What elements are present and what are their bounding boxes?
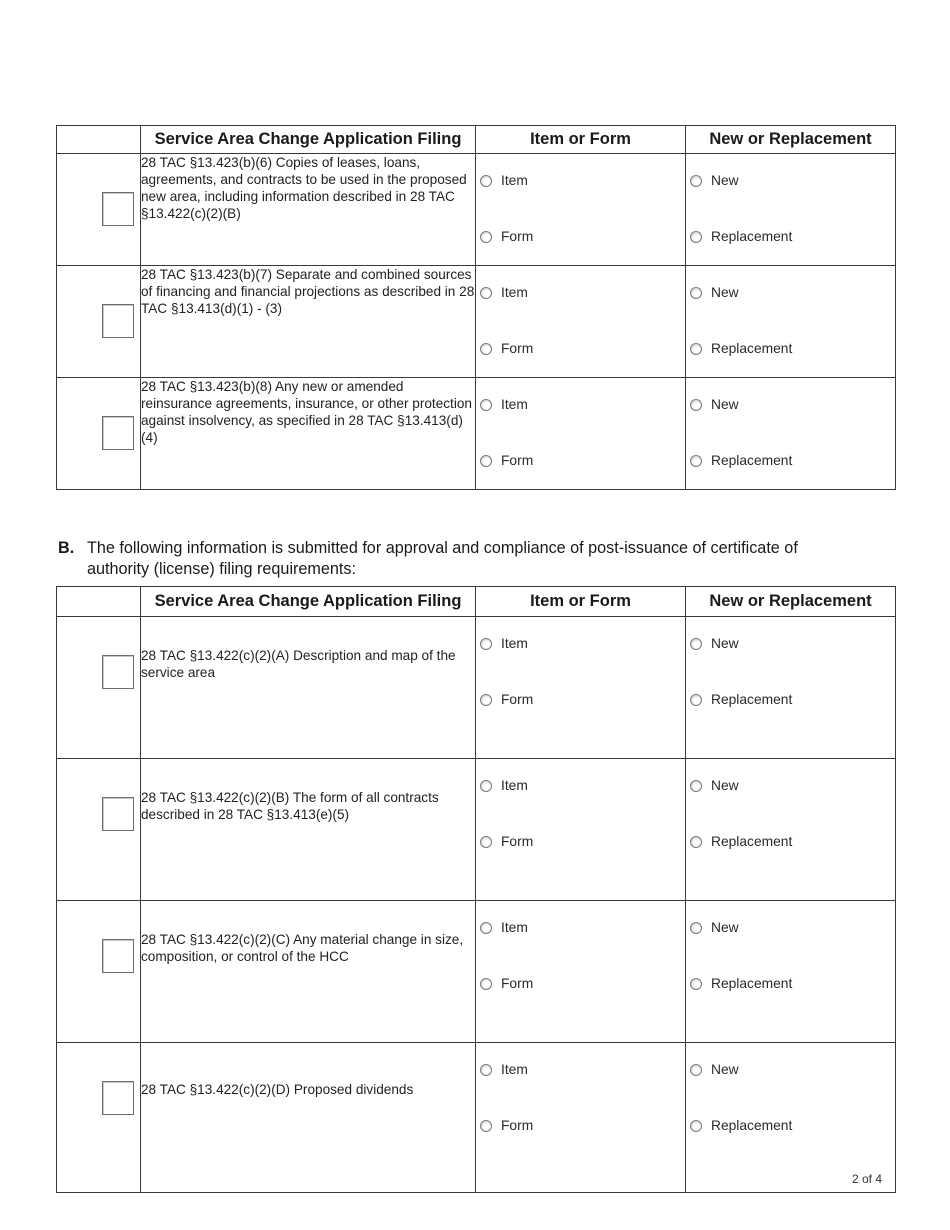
filing-description: 28 TAC §13.422(c)(2)(C) Any material change in size, composition, or control of the HCC (141, 901, 476, 1043)
new-or-replacement-cell (686, 1043, 896, 1193)
replacement-label: Replacement (711, 1118, 793, 1133)
item-option[interactable] (480, 778, 528, 793)
section-b-text-line2: authority (license) filing requirements: (87, 560, 357, 578)
item-option[interactable] (480, 285, 528, 300)
item-or-form-cell (476, 759, 686, 901)
row-checkbox[interactable] (102, 304, 134, 338)
item-radio[interactable] (480, 1064, 492, 1076)
form-label: Form (501, 229, 534, 244)
row-checkbox[interactable] (102, 416, 134, 450)
new-or-replacement-cell (686, 617, 896, 759)
item-or-form-cell (476, 266, 686, 378)
header-blank (57, 126, 141, 154)
new-or-replacement-cell (686, 901, 896, 1043)
section-b-text-line1: The following information is submitted for approval and compliance of post-issuance of certificate of (87, 539, 798, 557)
form-option[interactable] (480, 453, 533, 468)
new-or-replacement-cell (686, 759, 896, 901)
checkbox-cell (57, 759, 141, 901)
filing-table-a (56, 125, 896, 490)
form-radio[interactable] (480, 836, 492, 848)
form-option[interactable] (480, 341, 533, 356)
filing-description: 28 TAC §13.423(b)(6) Copies of leases, loans, agreements, and contracts to be used in the proposed new area, including information described in 28 TAC §13.422(c)(2)(B) (141, 154, 476, 266)
form-radio[interactable] (480, 694, 492, 706)
item-label: Item (501, 285, 528, 300)
filing-description: 28 TAC §13.422(c)(2)(D) Proposed dividends (141, 1043, 476, 1193)
filing-description: 28 TAC §13.422(c)(2)(B) The form of all contracts described in 28 TAC §13.413(e)(5) (141, 759, 476, 901)
new-label: New (711, 173, 739, 188)
item-label: Item (501, 1062, 528, 1077)
form-radio[interactable] (480, 343, 492, 355)
new-option[interactable] (690, 173, 739, 188)
new-radio[interactable] (690, 399, 702, 411)
item-option[interactable] (480, 173, 528, 188)
item-radio[interactable] (480, 287, 492, 299)
form-label: Form (501, 1118, 534, 1133)
new-option[interactable] (690, 1062, 739, 1077)
new-radio[interactable] (690, 638, 702, 650)
checkbox-cell (57, 378, 141, 490)
replacement-label: Replacement (711, 341, 793, 356)
new-or-replacement-cell (686, 378, 896, 490)
row-checkbox[interactable] (102, 192, 134, 226)
page-number: 2 of 4 (852, 1172, 883, 1186)
checkbox-cell (57, 1043, 141, 1193)
checkbox-cell (57, 617, 141, 759)
form-radio[interactable] (480, 231, 492, 243)
replacement-radio[interactable] (690, 455, 702, 467)
item-or-form-cell (476, 1043, 686, 1193)
table-row (57, 759, 896, 901)
form-label: Form (501, 453, 534, 468)
table-row (57, 617, 896, 759)
item-radio[interactable] (480, 922, 492, 934)
new-option[interactable] (690, 397, 739, 412)
new-or-replacement-cell (686, 266, 896, 378)
item-option[interactable] (480, 636, 528, 651)
replacement-label: Replacement (711, 834, 793, 849)
item-label: Item (501, 920, 528, 935)
new-label: New (711, 397, 739, 412)
header-new-or-replacement: New or Replacement (686, 587, 896, 617)
item-or-form-cell (476, 378, 686, 490)
form-option[interactable] (480, 834, 533, 849)
checkbox-cell (57, 901, 141, 1043)
row-checkbox[interactable] (102, 939, 134, 973)
row-checkbox[interactable] (102, 1081, 134, 1115)
item-or-form-cell (476, 154, 686, 266)
form-option[interactable] (480, 976, 533, 991)
filing-description: 28 TAC §13.423(b)(8) Any new or amended reinsurance agreements, insurance, or other protection against insolvency, as specified in 28 TAC §13.413(d)(4) (141, 378, 476, 490)
new-label: New (711, 1062, 739, 1077)
replacement-option[interactable] (690, 341, 792, 356)
header-filing: Service Area Change Application Filing (141, 126, 476, 154)
form-radio[interactable] (480, 455, 492, 467)
new-label: New (711, 778, 739, 793)
form-radio[interactable] (480, 1120, 492, 1132)
filing-table-b (56, 586, 896, 1193)
replacement-option[interactable] (690, 453, 792, 468)
replacement-radio[interactable] (690, 978, 702, 990)
checkbox-cell (57, 266, 141, 378)
form-label: Form (501, 692, 534, 707)
replacement-radio[interactable] (690, 1120, 702, 1132)
table-header-row (57, 126, 896, 154)
new-option[interactable] (690, 285, 739, 300)
item-radio[interactable] (480, 638, 492, 650)
filing-description: 28 TAC §13.422(c)(2)(A) Description and map of the service area (141, 617, 476, 759)
new-option[interactable] (690, 636, 739, 651)
replacement-radio[interactable] (690, 836, 702, 848)
section-letter: B. (58, 539, 75, 557)
form-label: Form (501, 976, 534, 991)
new-or-replacement-cell (686, 154, 896, 266)
item-label: Item (501, 173, 528, 188)
form-option[interactable] (480, 1118, 533, 1133)
item-option[interactable] (480, 397, 528, 412)
checkbox-cell (57, 154, 141, 266)
item-radio[interactable] (480, 175, 492, 187)
header-new-or-replacement: New or Replacement (686, 126, 896, 154)
new-radio[interactable] (690, 922, 702, 934)
item-or-form-cell (476, 901, 686, 1043)
item-label: Item (501, 397, 528, 412)
replacement-option[interactable] (690, 692, 792, 707)
item-radio[interactable] (480, 780, 492, 792)
new-label: New (711, 920, 739, 935)
replacement-option[interactable] (690, 1118, 792, 1133)
new-option[interactable] (690, 920, 739, 935)
table-row (57, 266, 896, 378)
new-option[interactable] (690, 778, 739, 793)
replacement-radio[interactable] (690, 694, 702, 706)
item-option[interactable] (480, 920, 528, 935)
item-radio[interactable] (480, 399, 492, 411)
header-filing: Service Area Change Application Filing (141, 587, 476, 617)
table-row (57, 1043, 896, 1193)
item-or-form-cell (476, 617, 686, 759)
replacement-label: Replacement (711, 692, 793, 707)
form-option[interactable] (480, 229, 533, 244)
replacement-label: Replacement (711, 976, 793, 991)
header-blank (57, 587, 141, 617)
form-label: Form (501, 834, 534, 849)
form-radio[interactable] (480, 978, 492, 990)
replacement-option[interactable] (690, 976, 792, 991)
replacement-option[interactable] (690, 834, 792, 849)
replacement-label: Replacement (711, 229, 793, 244)
replacement-label: Replacement (711, 453, 793, 468)
header-item-or-form: Item or Form (476, 126, 686, 154)
row-checkbox[interactable] (102, 797, 134, 831)
replacement-radio[interactable] (690, 231, 702, 243)
item-option[interactable] (480, 1062, 528, 1077)
section-b-intro (58, 538, 878, 580)
new-radio[interactable] (690, 287, 702, 299)
table-row (57, 378, 896, 490)
new-label: New (711, 285, 739, 300)
row-checkbox[interactable] (102, 655, 134, 689)
new-label: New (711, 636, 739, 651)
form-option[interactable] (480, 692, 533, 707)
table-row (57, 154, 896, 266)
new-radio[interactable] (690, 780, 702, 792)
table-row (57, 901, 896, 1043)
item-label: Item (501, 636, 528, 651)
form-label: Form (501, 341, 534, 356)
table-header-row (57, 587, 896, 617)
filing-description: 28 TAC §13.423(b)(7) Separate and combined sources of financing and financial projections as described in 28 TAC §13.413(d)(1) - (3) (141, 266, 476, 378)
new-radio[interactable] (690, 175, 702, 187)
header-item-or-form: Item or Form (476, 587, 686, 617)
new-radio[interactable] (690, 1064, 702, 1076)
replacement-radio[interactable] (690, 343, 702, 355)
replacement-option[interactable] (690, 229, 792, 244)
item-label: Item (501, 778, 528, 793)
